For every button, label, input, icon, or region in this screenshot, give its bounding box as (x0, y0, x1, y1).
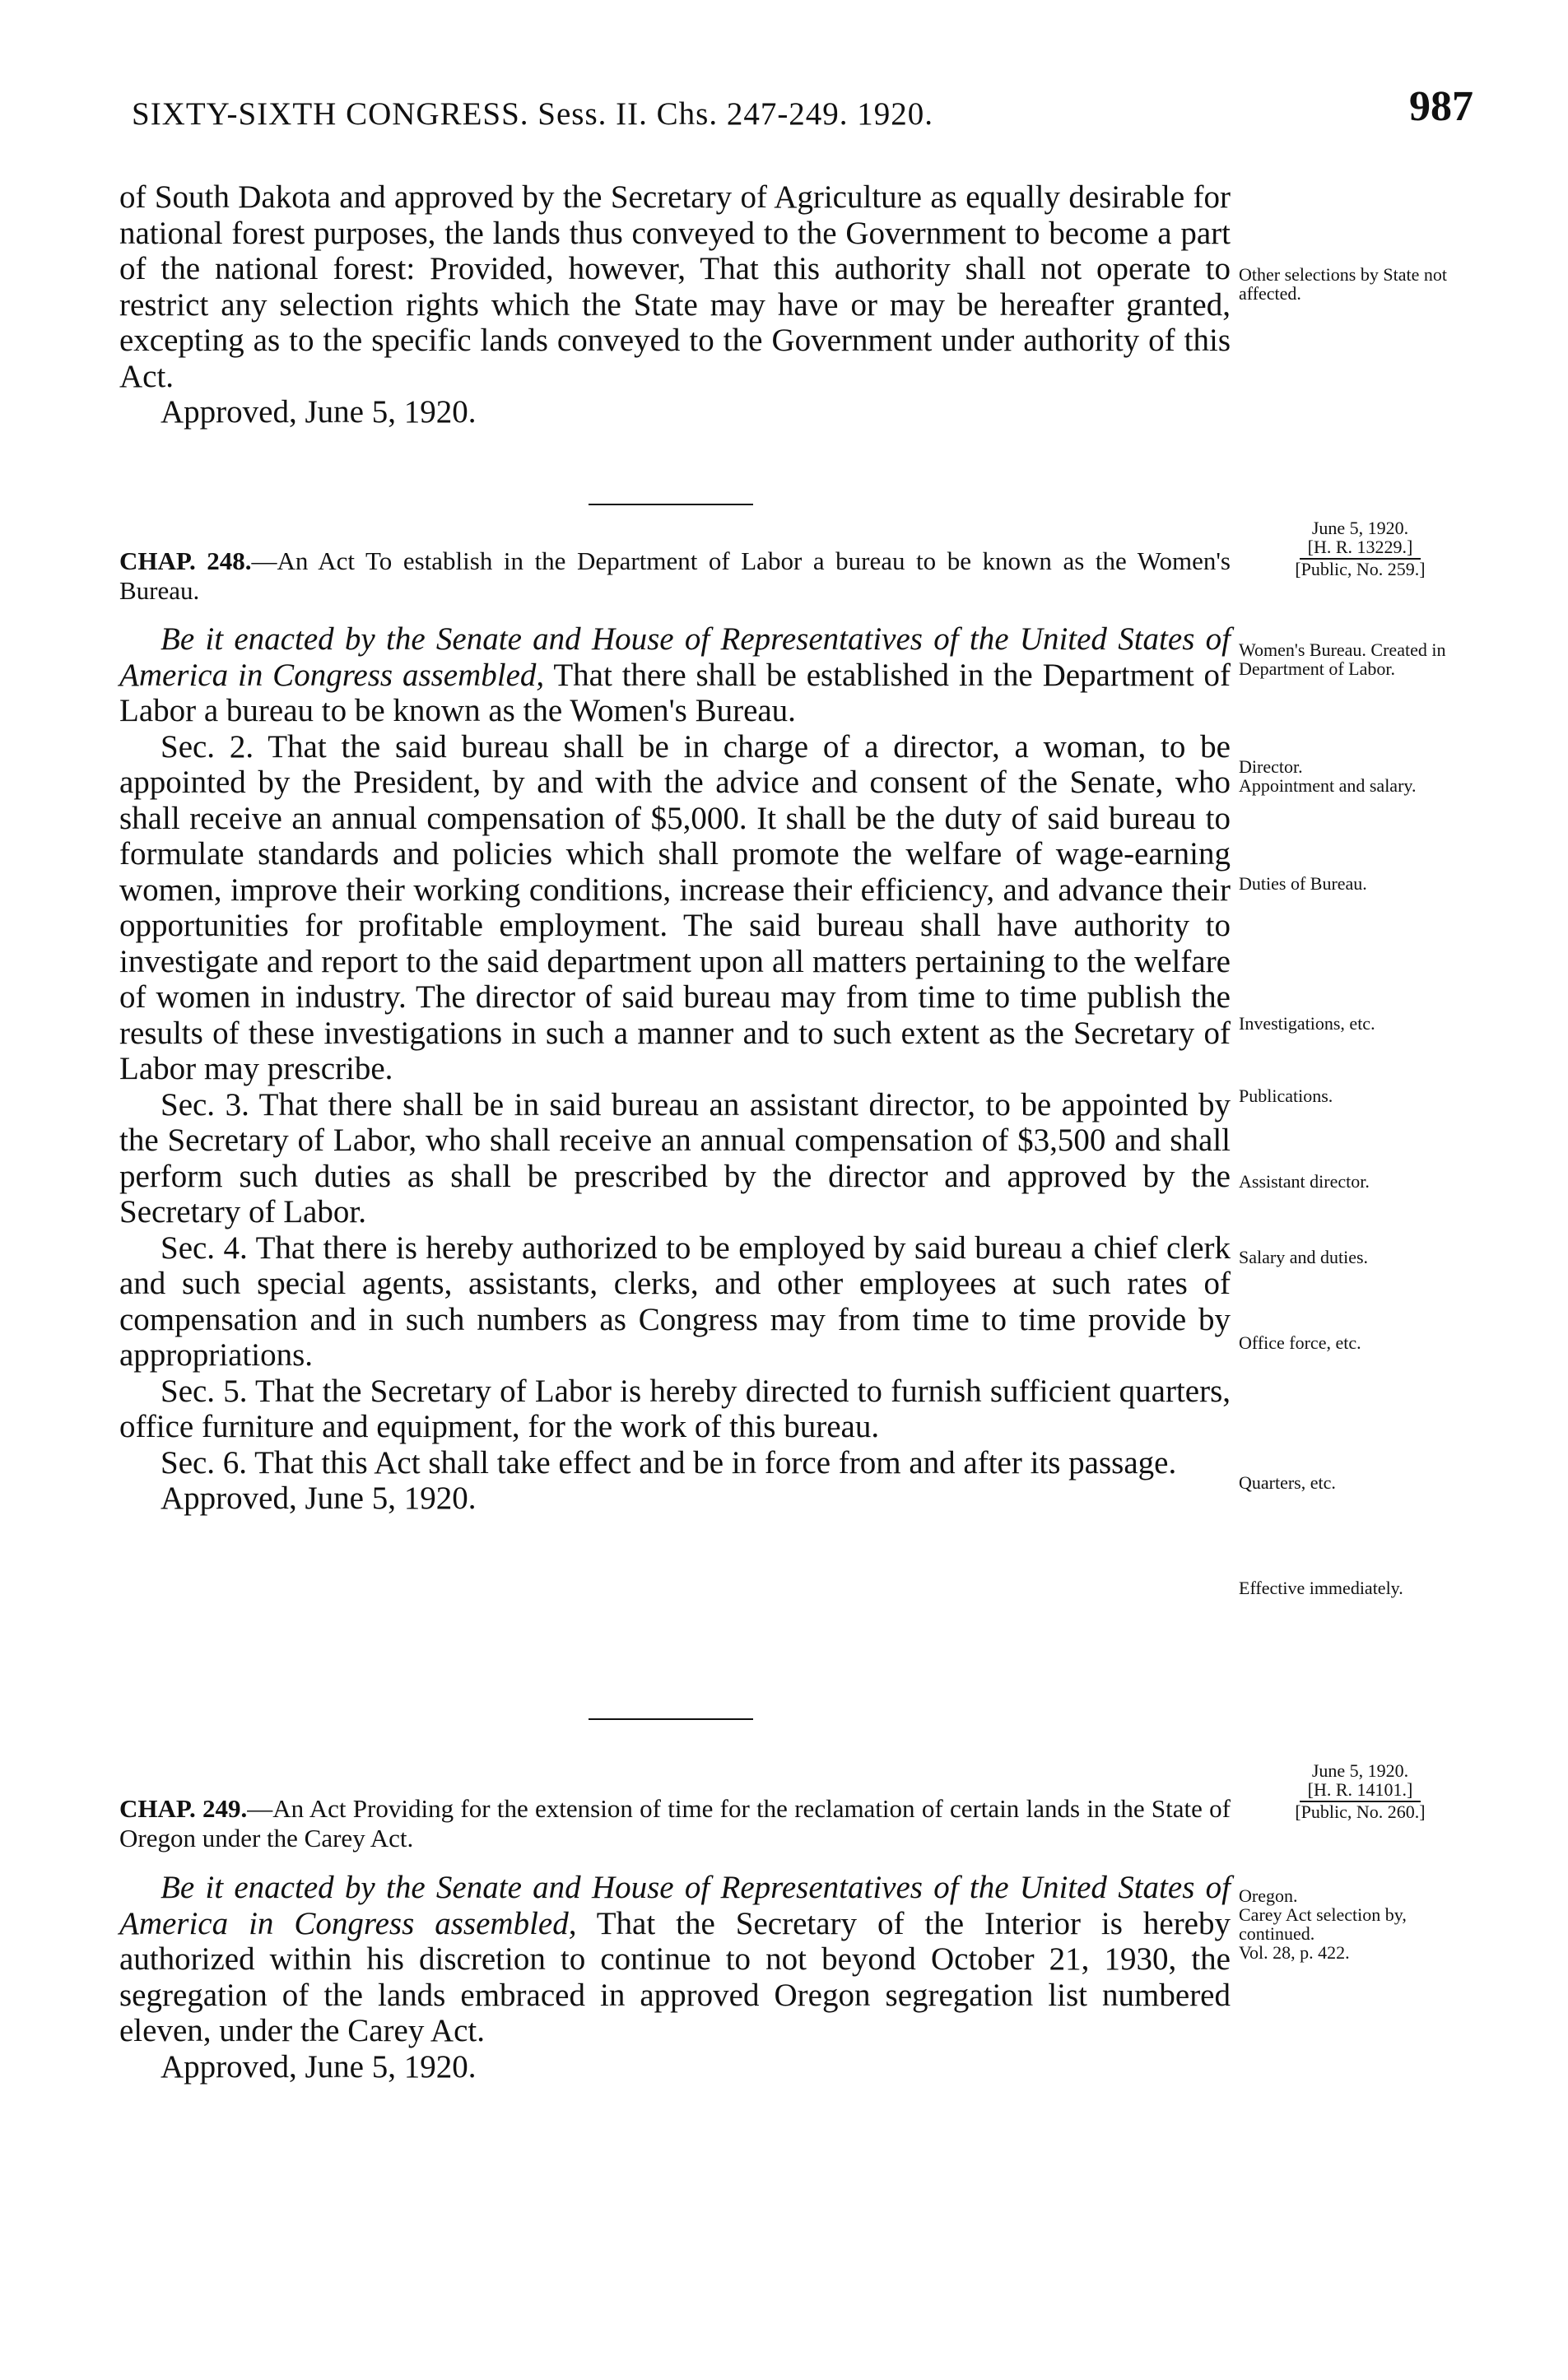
page-header (132, 82, 1473, 148)
chap-249-body (119, 1870, 1231, 2085)
section-4: Sec. 4. That there is hereby authorized to be employed by said bureau a chief clerk and such special agents, assistants, clerks, and other employees at such rates of compensation and in such numbers as Congress may from time to time provide by appropriations. (119, 1230, 1231, 1373)
continuation-text: of South Dakota and approved by the Secretary of Agriculture as equally desirable for national forest purposes, the lands thus conveyed to the Government to become a part of the national forest: Provided, however, That this authority shall not operate to restrict any selection rights which the State may have or may be hereafter granted, excepting as to the specific lands conveyed to the Government under authority of this Act. (119, 179, 1231, 394)
side-note-assistant-director: Assistant director. (1239, 1171, 1370, 1192)
section-5: Sec. 5. That the Secretary of Labor is hereby directed to furnish sufficient quarters, office furniture and equipment, for the work of this bureau. (119, 1373, 1231, 1444)
section-divider (589, 1718, 753, 1720)
continuation-section (119, 179, 1231, 430)
side-note-publications: Publications. (1239, 1085, 1333, 1106)
side-note-date: June 5, 1920. (1311, 518, 1409, 538)
approved-line: Approved, June 5, 1920. (161, 1481, 477, 1516)
side-note-investigations: Investigations, etc. (1239, 1013, 1375, 1034)
approved-line: Approved, June 5, 1920. (161, 2048, 477, 2085)
chap-249-body-text: That the Secretary of the Interior is hereby authorized within his discretion to continue to not beyond October 21, 1930, the segregation of the lands embraced in approved Oregon segregation list numbered eleven, under the Carey Act. (119, 1905, 1231, 2048)
side-note-date: June 5, 1920. (1311, 1760, 1409, 1781)
side-note-effective: Effective immediately. (1239, 1578, 1403, 1598)
side-note-chap249-citation (1239, 1761, 1482, 1821)
section-3: Sec. 3. That there shall be in said bureau an assistant director, to be appointed by the Secretary of Labor, who shall receive an annual compensation of $3,500 and shall perform such duties as shall be prescribed by the director and approved by the Secretary of Labor. (119, 1086, 1231, 1230)
chap-title: —An Act Providing for the extension of time for the reclamation of certain lands in the State of Oregon under the Carey Act. (119, 1794, 1231, 1852)
side-note-quarters: Quarters, etc. (1239, 1472, 1336, 1493)
chap-249-heading (119, 1794, 1231, 1853)
side-note-salary-duties: Salary and duties. (1239, 1247, 1369, 1267)
side-note-vol-ref: Vol. 28, p. 422. (1239, 1942, 1350, 1963)
enacting-clause: Be it enacted by the Senate and House of Representatives of the United States of America in Congress assembled, (119, 1870, 1231, 1941)
section-2: Sec. 2. That the said bureau shall be in charge of a director, a woman, to be appointed by the President, by and with the advice and consent of the Senate, who shall receive an annual compensation of $5,000. It shall be the duty of said bureau to formulate standards and policies which shall promote the welfare of wage-earning women, improve their working conditions, increase their efficiency, and advance their opportunities for profitable employment. The said bureau shall have authority to investigate and report to the said department upon all matters pertaining to the welfare of women in industry. The director of said bureau may from time to time publish the results of these investigations in such a manner and to such extent as the Secretary of Labor may prescribe. (119, 728, 1231, 1086)
side-note-bill: [H. R. 14101.] (1300, 1780, 1421, 1802)
side-note-oregon (1239, 1886, 1482, 1962)
section-divider (589, 504, 753, 505)
chap-249-text (119, 1870, 1231, 2049)
page-number: 987 (1409, 83, 1473, 130)
chap-label: CHAP. 248. (119, 546, 252, 575)
enacting-clause: Be it enacted by the Senate and House of Representatives of the United States of America in Congress assembled, (119, 621, 1231, 693)
chap-248-body (119, 621, 1231, 1517)
approved-line: Approved, June 5, 1920. (161, 394, 477, 430)
side-note-duties: Duties of Bureau. (1239, 873, 1367, 894)
side-note-bill: [H. R. 13229.] (1300, 537, 1421, 560)
section-1-text: That there shall be established in the Department of Labor a bureau to be known as the Women's Bureau. (119, 657, 1231, 728)
chap-248-section-1 (119, 621, 1231, 729)
side-note-oregon-title: Oregon. (1239, 1885, 1298, 1906)
chap-label: CHAP. 249. (119, 1794, 248, 1823)
side-note-appointment: Appointment and salary. (1239, 775, 1417, 796)
side-note-director: Director. (1239, 756, 1303, 777)
side-note-womens-bureau: Women's Bureau. Created in Department of Labor. (1239, 639, 1446, 679)
side-note-public-law: [Public, No. 259.] (1295, 559, 1426, 579)
side-note-carey-act: Carey Act selection by, continued. (1239, 1904, 1407, 1944)
chap-248-heading (119, 546, 1231, 606)
side-note-office-force: Office force, etc. (1239, 1332, 1361, 1353)
side-note-chap248-citation (1239, 518, 1482, 579)
side-note-public-law: [Public, No. 260.] (1295, 1801, 1426, 1822)
chap-title: —An Act To establish in the Department of Labor a bureau to be known as the Women's Bureau. (119, 546, 1231, 605)
running-head: SIXTY-SIXTH CONGRESS. Sess. II. Chs. 247-249. 1920. (132, 96, 934, 132)
side-note-other-selections: Other selections by State not affected. (1239, 264, 1447, 304)
section-6: Sec. 6. That this Act shall take effect and be in force from and after its passage. (161, 1444, 1177, 1481)
